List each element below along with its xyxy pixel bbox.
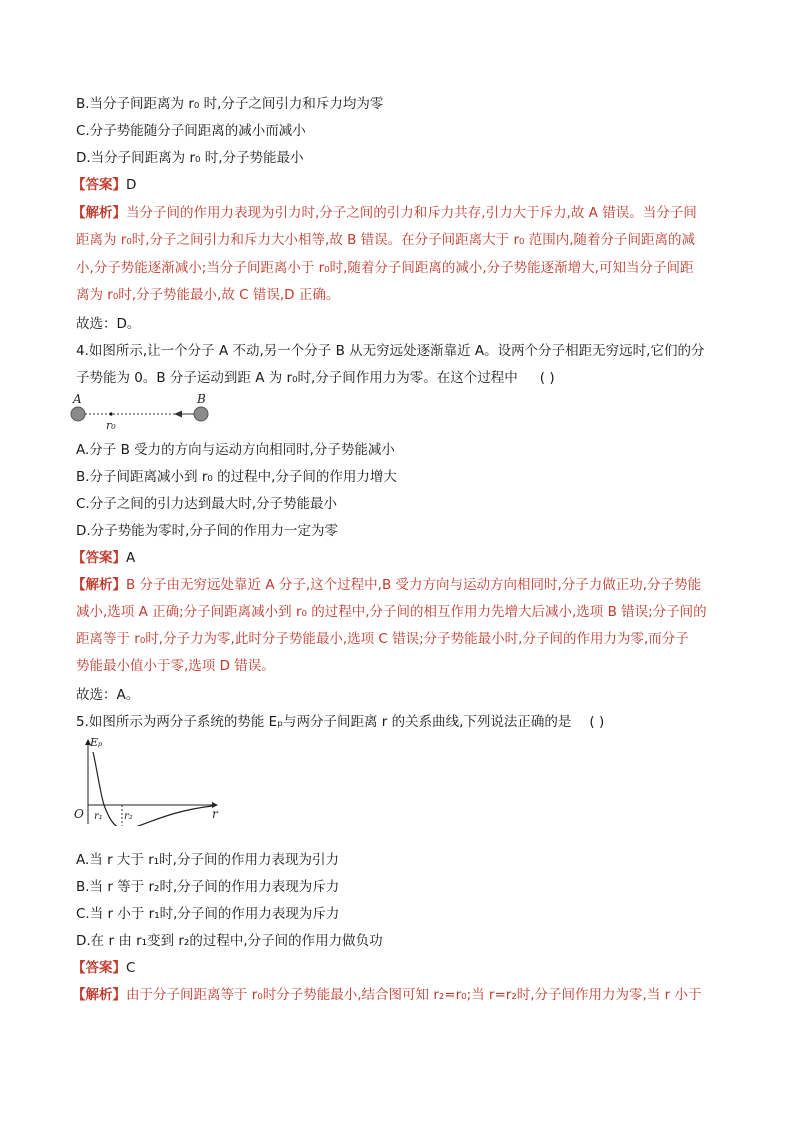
q3-analysis-line-3: 小,分子势能逐渐减小;当分子间距离小于 r₀时,随着分子间距离的减小,分子势能逐渐增大,可知当分子间距 <box>76 260 694 276</box>
fig-label-r1: r₁ <box>94 811 103 822</box>
q5-stem-text: 5.如图所示为两分子系统的势能 Eₚ与两分子间距离 r 的关系曲线,下列说法正确的是 <box>76 714 572 730</box>
q4-analysis-line-3: 距离等于 r₀时,分子力为零,此时分子势能最小,选项 C 错误;分子势能最小时,分子间的作用力为零,而分子 <box>76 631 689 647</box>
analysis-text: 当分子间的作用力表现为引力时,分子之间的引力和斥力共存,引力大于斥力,故 A 错误。当分子间 <box>126 205 697 221</box>
q4-molecule-figure <box>66 392 216 434</box>
fig-label-r0: r₀ <box>106 419 116 432</box>
answer-tag: 【答案】 <box>72 177 126 193</box>
q4-stem-line-1: 4.如图所示,让一个分子 A 不动,另一个分子 B 从无穷远处逐渐靠近 A。设两个分子相距无穷远时,它们的分 <box>76 343 705 359</box>
arrow-head <box>174 411 182 418</box>
analysis-tag: 【解析】 <box>72 987 126 1003</box>
q4-analysis-line-1 <box>72 575 701 595</box>
r0-point <box>109 412 112 415</box>
fig-label-o: O <box>74 807 84 821</box>
q4-analysis-line-2: 减小,选项 A 正确;分子间距离减小到 r₀ 的过程中,分子间的相互作用力先增大后减小,选项 B 错误;分子间的 <box>76 604 707 620</box>
q4-option-c: C.分子之间的引力达到最大时,分子势能最小 <box>76 496 338 512</box>
answer-value: A <box>126 550 136 566</box>
q3-analysis-line-2: 距离为 r₀时,分子之间引力和斥力大小相等,故 B 错误。在分子间距离大于 r₀ 范围内,随着分子间距离的减 <box>76 232 696 248</box>
q5-option-a: A.当 r 大于 r₁时,分子间的作用力表现为引力 <box>76 852 339 868</box>
q3-analysis-line-1 <box>72 203 697 223</box>
q4-stem-line-2 <box>76 368 555 388</box>
answer-tag: 【答案】 <box>72 960 126 976</box>
analysis-text: B 分子由无穷远处靠近 A 分子,这个过程中,B 受力方向与运动方向相同时,分子力做正功,分子势能 <box>126 577 702 593</box>
q3-analysis-line-4: 离为 r₀时,分子势能最小,故 C 错误,D 正确。 <box>76 287 340 303</box>
q4-answer-paren: ( ) <box>539 370 555 386</box>
analysis-text: 由于分子间距离等于 r₀时分子势能最小,结合图可知 r₂=r₀;当 r=r₂时,分子间作用力为零,当 r 小于 <box>126 987 702 1003</box>
analysis-tag: 【解析】 <box>72 205 126 221</box>
q4-stem-text: 子势能为 0。B 分子运动到距 A 为 r₀时,分子间作用力为零。在这个过程中 <box>76 370 518 386</box>
fig-label-a: A <box>73 392 82 406</box>
q3-option-b: B.当分子间距离为 r₀ 时,分子之间引力和斥力均为零 <box>76 96 384 112</box>
q4-choice: 故选：A。 <box>76 687 140 703</box>
molecule-b <box>194 407 208 421</box>
q3-choice: 故选：D。 <box>76 316 141 332</box>
q4-option-a: A.分子 B 受力的方向与运动方向相同时,分子势能减小 <box>76 442 395 458</box>
q4-answer <box>72 548 135 568</box>
analysis-tag: 【解析】 <box>72 577 126 593</box>
q4-option-b: B.分子间距离减小到 r₀ 的过程中,分子间的作用力增大 <box>76 469 397 485</box>
ep-curve <box>93 752 212 826</box>
fig-label-r2: r₂ <box>124 811 133 822</box>
q3-option-c: C.分子势能随分子间距离的减小而减小 <box>76 123 306 139</box>
q3-option-d: D.当分子间距离为 r₀ 时,分子势能最小 <box>76 150 304 166</box>
q5-answer <box>72 958 135 978</box>
q5-option-c: C.当 r 小于 r₁时,分子间的作用力表现为斥力 <box>76 906 340 922</box>
q4-analysis-line-4: 势能最小值小于零,选项 D 错误。 <box>76 658 275 674</box>
fig-label-b: B <box>197 392 206 406</box>
fig-label-ep: Eₚ <box>90 736 103 749</box>
answer-tag: 【答案】 <box>72 550 126 566</box>
fig-label-r: r <box>212 807 218 821</box>
molecule-a <box>71 407 85 421</box>
q5-option-b: B.当 r 等于 r₂时,分子间的作用力表现为斥力 <box>76 879 340 895</box>
q5-analysis-line-1 <box>72 985 701 1005</box>
q5-option-d: D.在 r 由 r₁变到 r₂的过程中,分子间的作用力做负功 <box>76 933 383 949</box>
q4-option-d: D.分子势能为零时,分子间的作用力一定为零 <box>76 523 338 539</box>
q5-potential-energy-figure <box>72 734 222 826</box>
answer-value: D <box>126 177 137 193</box>
q5-stem <box>76 712 604 732</box>
answer-value: C <box>126 960 136 976</box>
q5-answer-paren: ( ) <box>589 714 605 730</box>
q3-answer <box>72 175 136 195</box>
